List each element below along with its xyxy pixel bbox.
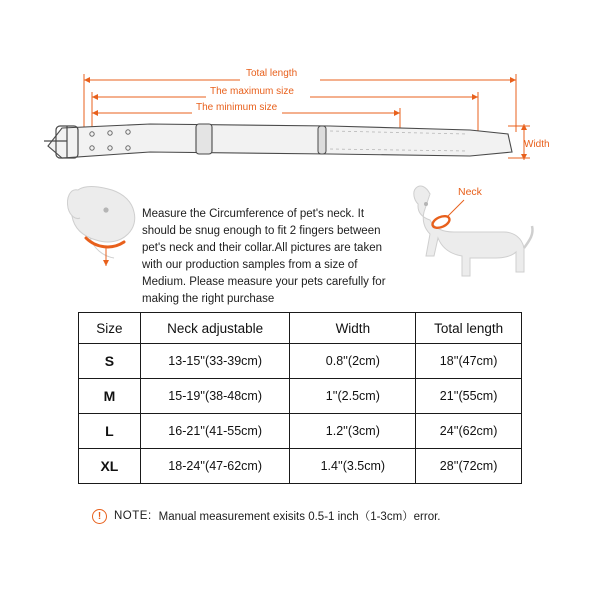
cell-size: XL (79, 449, 141, 484)
cell-neck: 18-24''(47-62cm) (140, 449, 290, 484)
header-total-length: Total length (416, 313, 522, 344)
label-total-length: Total length (246, 68, 298, 79)
measurement-description: Measure the Circumference of pet's neck. It should be snug enough to fit 2 fingers between pet's neck and their collar.All pictures are taken with our production samples from a size of Medium. Please measure your pets carefully for making the right purchase (142, 208, 386, 305)
note-text: Manual measurement exisits 0.5-1 inch（1-3cm）error. (158, 511, 441, 523)
size-table-wrapper (78, 312, 522, 484)
cell-total-length: 28''(72cm) (416, 449, 522, 484)
table-row (79, 379, 522, 414)
header-size: Size (79, 313, 141, 344)
table-row (79, 414, 522, 449)
cell-width: 0.8''(2cm) (290, 344, 416, 379)
size-table (78, 312, 522, 484)
label-width: Width (524, 139, 550, 150)
cell-neck: 13-15''(33-39cm) (140, 344, 290, 379)
note-row (92, 508, 441, 524)
label-maximum-size: The maximum size (210, 86, 294, 97)
cell-neck: 15-19''(38-48cm) (140, 379, 290, 414)
collar-measurement-diagram (0, 0, 600, 180)
cell-total-length: 21''(55cm) (416, 379, 522, 414)
table-row (79, 449, 522, 484)
cell-size: S (79, 344, 141, 379)
table-header-row (79, 313, 522, 344)
cell-neck: 16-21''(41-55cm) (140, 414, 290, 449)
label-minimum-size: The minimum size (196, 102, 278, 113)
header-width: Width (290, 313, 416, 344)
cell-total-length: 18''(47cm) (416, 344, 522, 379)
label-neck: Neck (458, 186, 482, 198)
collar-diagram-svg (0, 0, 600, 180)
cell-size: M (79, 379, 141, 414)
note-title: NOTE: (114, 510, 152, 522)
cell-total-length: 24''(62cm) (416, 414, 522, 449)
cell-width: 1.4''(3.5cm) (290, 449, 416, 484)
cell-width: 1.2''(3cm) (290, 414, 416, 449)
table-row (79, 344, 522, 379)
cell-size: L (79, 414, 141, 449)
warning-icon: ! (92, 509, 107, 524)
cell-width: 1''(2.5cm) (290, 379, 416, 414)
collar-illustration (44, 124, 512, 158)
header-neck-adjustable: Neck adjustable (140, 313, 290, 344)
